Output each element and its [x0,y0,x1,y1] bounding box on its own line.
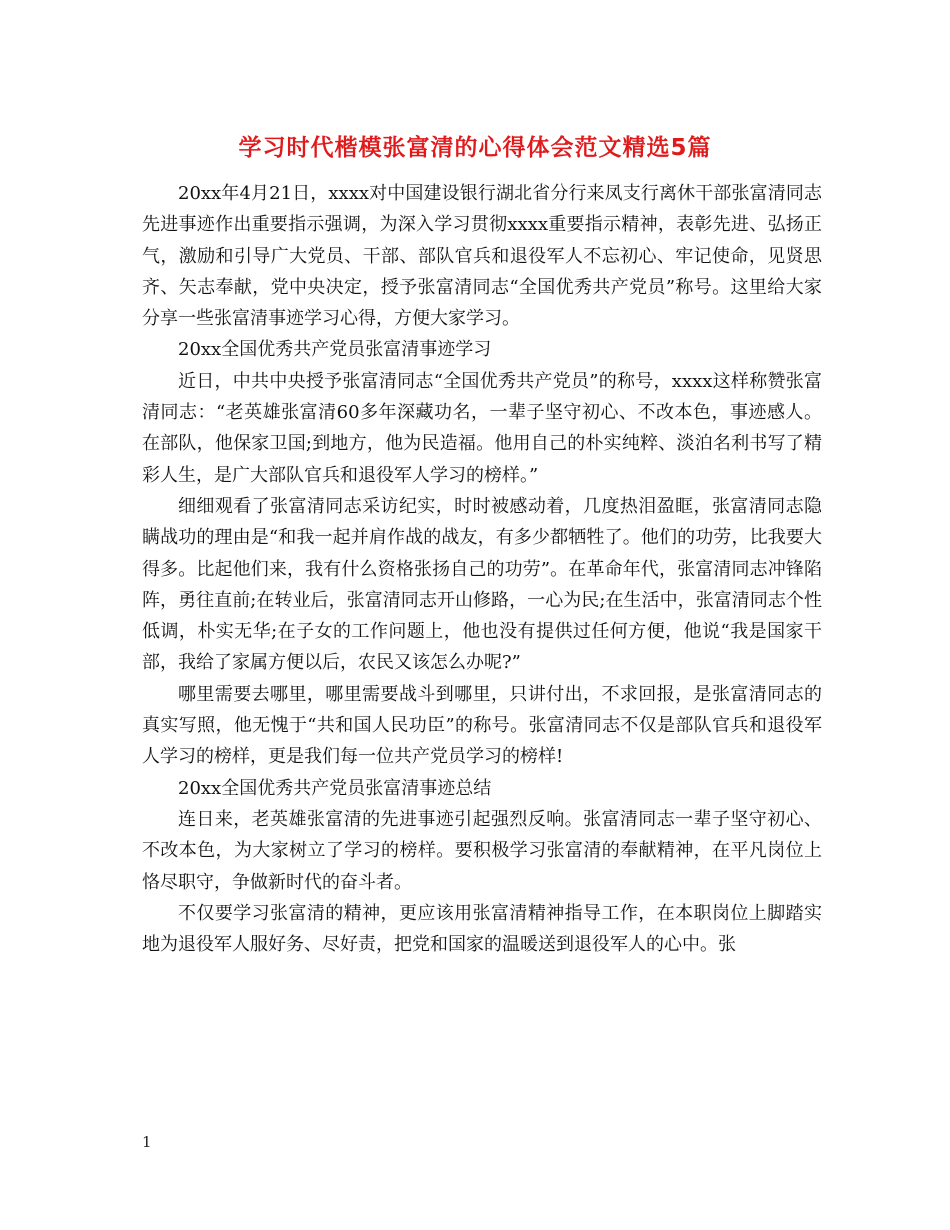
paragraph: 哪里需要去哪里，哪里需要战斗到哪里，只讲付出，不求回报，是张富清同志的真实写照，他无愧于“共和国人民功臣”的称号。张富清同志不仅是部队官兵和退役军人学习的榜样，更是我们每一位共产党员学习的榜样! [142,683,822,768]
paragraph: 近日，中共中央授予张富清同志“全国优秀共产党员”的称号，xxxx这样称赞张富清同志：“老英雄张富清60多年深藏功名，一辈子坚守初心、不改本色，事迹感人。在部队，他保家卫国;到地方，他为民造福。他用自己的朴实纯粹、淡泊名利书写了精彩人生，是广大部队官兵和退役军人学习的榜样。” [142,370,822,486]
section-heading: 20xx全国优秀共产党员张富清事迹学习 [178,339,492,361]
paragraph: 不仅要学习张富清的精神，更应该用张富清精神指导工作，在本职岗位上脚踏实地为退役军人服好务、尽好责，把党和国家的温暖送到退役军人的心中。张 [142,902,822,956]
page-number: 1 [142,1133,152,1151]
paragraph-intro: 20xx年4月21日，xxxx对中国建设银行湖北省分行来凤支行离休干部张富清同志先进事迹作出重要指示强调，为深入学习贯彻xxxx重要指示精神，表彰先进、弘扬正气，激励和引导广大党员、干部、部队官兵和退役军人不忘初心、牢记使命，见贤思齐、矢志奉献，党中央决定，授予张富清同志“全国优秀共产党员”称号。这里给大家分享一些张富清事迹学习心得，方便大家学习。 [142,183,822,330]
section-heading: 20xx全国优秀共产党员张富清事迹总结 [178,777,492,799]
paragraph: 连日来，老英雄张富清的先进事迹引起强烈反响。张富清同志一辈子坚守初心、不改本色，为大家树立了学习的榜样。要积极学习张富清的奉献精神，在平凡岗位上恪尽职守，争做新时代的奋斗者。 [142,808,822,893]
document-body [142,178,822,960]
paragraph: 细细观看了张富清同志采访纪实，时时被感动着，几度热泪盈眶，张富清同志隐瞒战功的理由是“和我一起并肩作战的战友，有多少都牺牲了。他们的功劳，比我要大得多。比起他们来，我有什么资格张扬自己的功劳”。在革命年代，张富清同志冲锋陷阵，勇往直前;在转业后，张富清同志开山修路，一心为民;在生活中，张富清同志个性低调，朴实无华;在子女的工作问题上，他也没有提供过任何方便，他说“我是国家干部，我给了家属方便以后，农民又该怎么办呢?” [142,495,822,674]
document-title: 学习时代楷模张富清的心得体会范文精选5篇 [238,135,712,161]
